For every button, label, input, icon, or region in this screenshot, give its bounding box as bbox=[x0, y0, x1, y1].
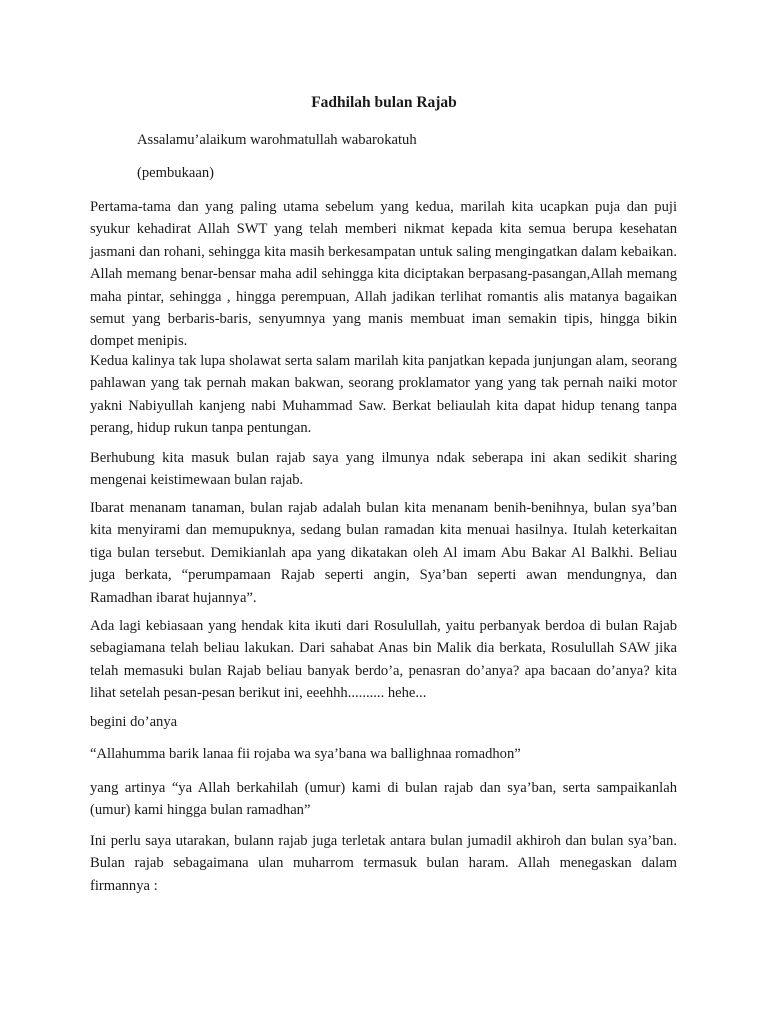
greeting-line: Assalamu’alaikum warohmatullah wabarokatuh bbox=[137, 132, 417, 148]
paragraph-2: Kedua kalinya tak lupa sholawat serta salam marilah kita panjatkan kepada junjungan alam, seorang pahlawan yang tak pernah makan bakwan, seorang proklamator yang yang tak pernah naiki motor yakni Nabiyullah kanjeng nabi Muhammad Saw. Berkat beliaulah kita dapat hidup tenang tanpa perang, hidup rukun tanpa pentungan. bbox=[90, 353, 677, 437]
closing-paragraph: Ini perlu saya utarakan, bulann rajab juga terletak antara bulan jumadil akhiroh dan bulan sya’ban. Bulan rajab sebagaimana ulan muharrom termasuk bulan haram. Allah menegaskan dalam firmannya : bbox=[90, 833, 677, 894]
paragraph-4: Ibarat menanam tanaman, bulan rajab adalah bulan kita menanam benih-benihnya, bulan sya’ban kita menyirami dan memupuknya, sedang bulan ramadan kita menuai hasilnya. Itulah keterkaitan tiga bulan tersebut. Demikianlah apa yang dikatakan oleh Al imam Abu Bakar Al Balkhi. Beliau juga berkata, “perumpamaan Rajab seperti angin, Sya’ban seperti awan mendungnya, dan Ramadhan ibarat hujannya”. bbox=[90, 500, 677, 606]
paragraph-1: Pertama-tama dan yang paling utama sebelum yang kedua, marilah kita ucapkan puja dan puji syukur kehadirat Allah SWT yang telah memberi nikmat kepada kita semua berupa kesehatan jasmani dan rohani, sehingga kita masih berkesampatan untuk saling mengingatkan dalam kebaikan. Allah memang benar-bensar maha adil sehingga kita diciptakan berpasang-pasangan,Allah memang maha pintar, sehingga , hingga perempuan, Allah jadikan terlihat romantis alis matanya bagaikan semut yang berbaris-baris, senyumnya yang manis membuat iman semakin tipis, hingga bikin dompet menipis. bbox=[90, 199, 677, 350]
document-title: Fadhilah bulan Rajab bbox=[311, 94, 457, 111]
paragraph-5: Ada lagi kebiasaan yang hendak kita ikuti dari Rosulullah, yaitu perbanyak berdoa di bulan Rajab sebagiamana telah beliau lakukan. Dari sahabat Anas bin Malik dia berkata, Rosulullah SAW jika telah memasuki bulan Rajab beliau banyak berdo’a, penasran do’anya? apa bacaan do’anya? kita lihat setelah pesan-pesan berikut ini, eeehhh.......... hehe... bbox=[90, 618, 677, 702]
opening-note: (pembukaan) bbox=[137, 165, 214, 181]
prayer-text: “Allahumma barik lanaa fii rojaba wa sya’bana wa ballighnaa romadhon” bbox=[90, 746, 521, 762]
paragraph-3: Berhubung kita masuk bulan rajab saya yang ilmunya ndak seberapa ini akan sedikit sharing mengenai keistimewaan bulan rajab. bbox=[90, 450, 677, 489]
prayer-meaning: yang artinya “ya Allah berkahilah (umur) kami di bulan rajab dan sya’ban, serta sampaikanlah (umur) kami hingga bulan ramadhan” bbox=[90, 780, 677, 819]
prayer-intro: begini do’anya bbox=[90, 714, 178, 730]
